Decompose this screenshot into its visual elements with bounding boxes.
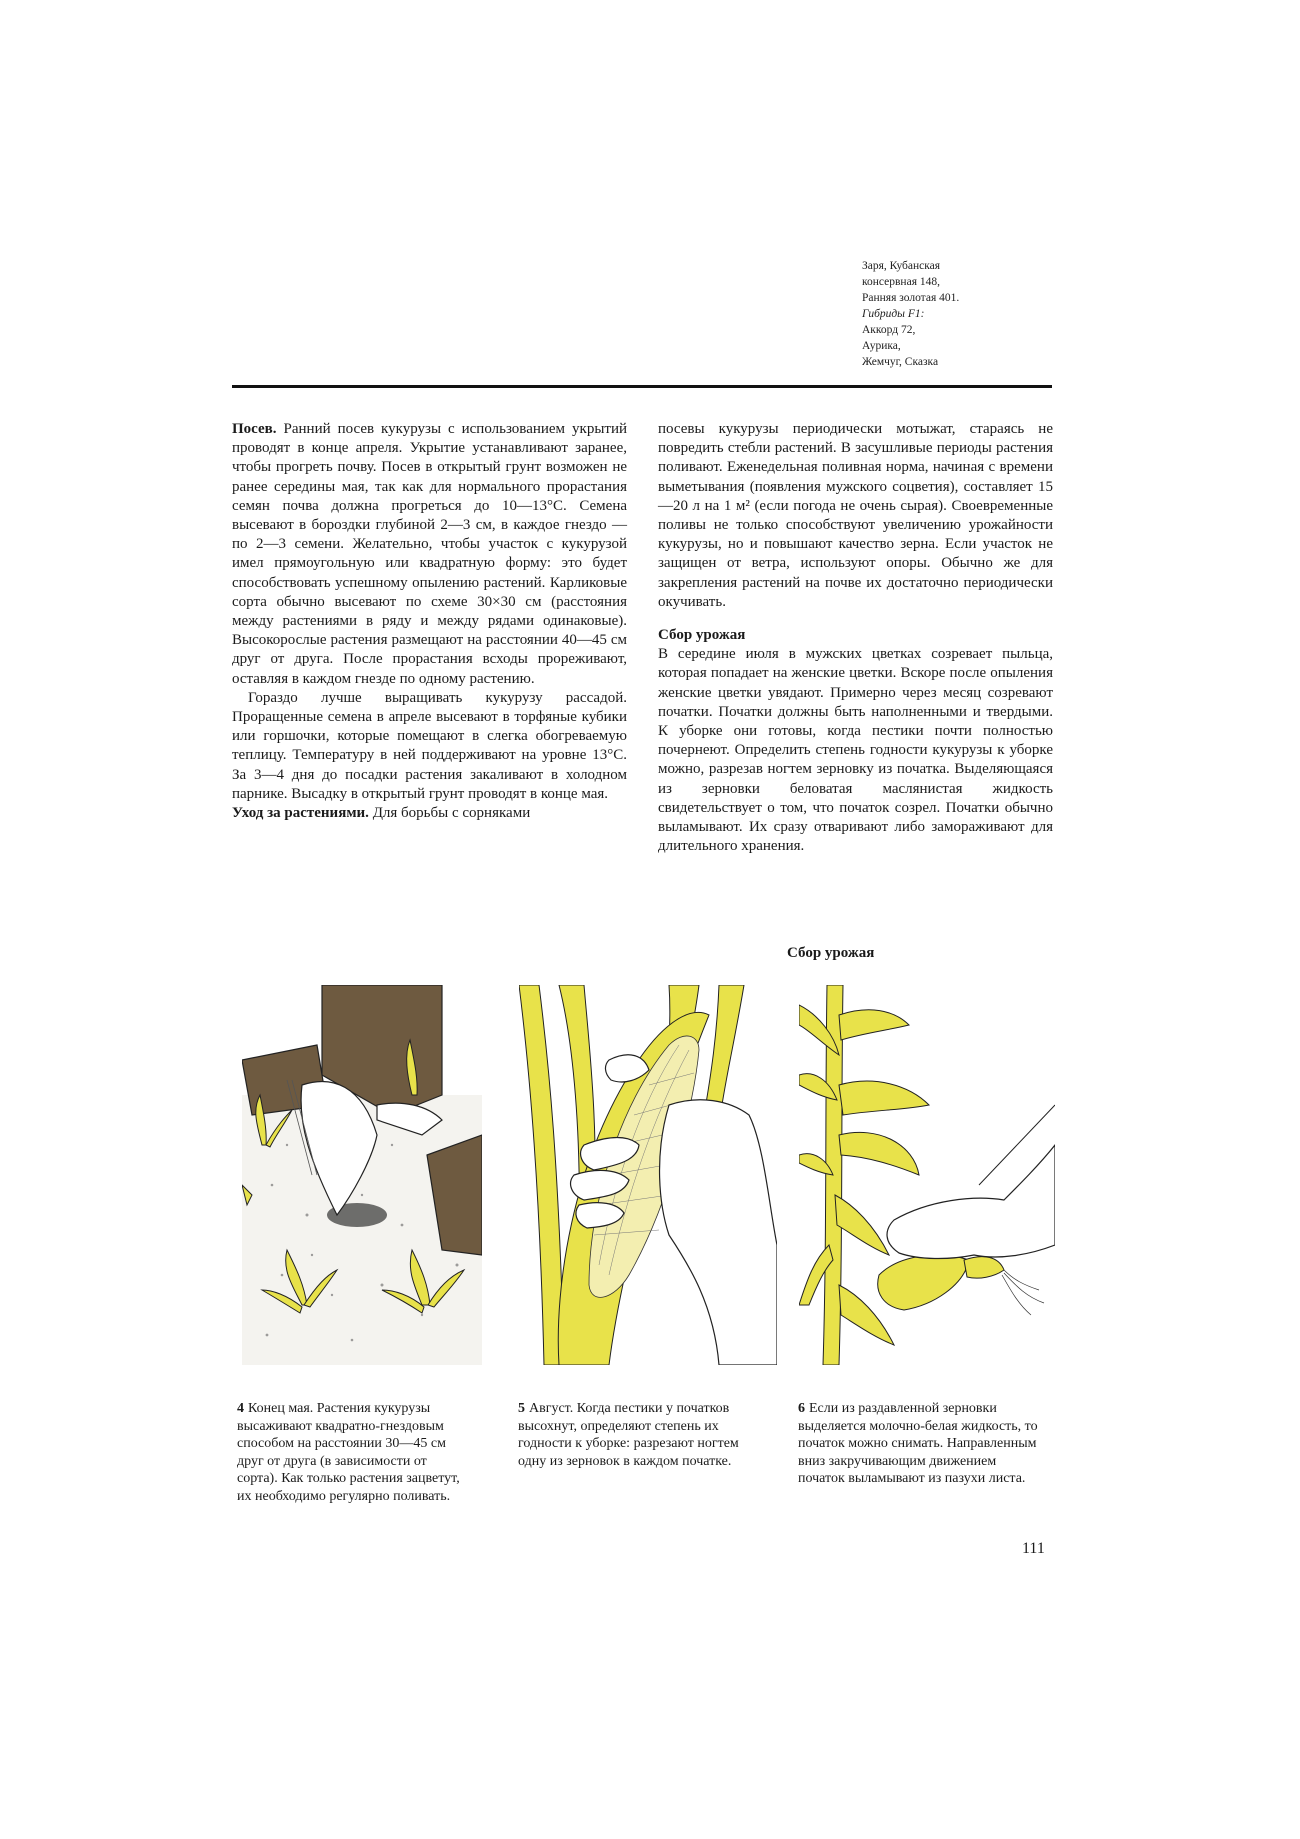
variety-line: консервная 148, [862, 276, 940, 288]
care-paragraph [232, 804, 627, 823]
caption-text: Если из раздавленной зерновки выделяется молочно-белая жидкость, то початок можно снимать. Направленным вниз закручивающим движением початок выламывают из пазухи листа. [798, 1401, 1038, 1486]
care-heading: Уход за растениями. [232, 805, 369, 822]
sowing-heading: Посев. [232, 421, 277, 437]
cob-harvest-illustration [799, 985, 1055, 1365]
variety-line: Аккорд 72, [862, 324, 916, 336]
sowing-paragraph [232, 420, 627, 689]
right-text-column [658, 420, 1053, 856]
harvest-paragraph: В середине июля в мужских цветках созревает пыльца, которая попадает на женские цветки. Вскоре после опыления женские цветки увядают. Примерно через месяц созревают початки. Початки должны быть наполненными и твердыми. К уборке они готовы, когда пестики почти полностью почернеют. Определить степень годности кукурузы к уборке можно, разрезав ногтем зерновку из початка. Выделяющаяся из зерновки беловатая маслянистая жидкость свидетельствует о том, что початок созрел. Початки обычно выламывают. Их сразу отваривают либо замораживают для длительного хранения. [658, 646, 1053, 855]
sowing-text: Ранний посев кукурузы с использованием укрытий проводят в конце апреля. Укрытие устанавливают заранее, чтобы прогреть почву. Посев в открытый грунт возможен не ранее середины мая, так как для нормального прорастания семян почва должна прогреться до 10—13°С. Семена высевают в бороздки глубиной 2—3 см, в каждое гнездо — по 2—3 семени. Желательно, чтобы участок с кукурузой имел прямоугольную или квадратную форму: это будет способствовать успешному опылению растений. Карликовые сорта обычно высевают по схеме 30×30 см (расстояния между растениями в ряду и между рядами одинаковые). Высокорослые растения размещают на расстоянии 40—45 см друг от друга. После прорастания всходы прореживают, оставляя в каждом гнезде по одному растению. [232, 421, 628, 687]
caption-6 [798, 1400, 1038, 1488]
variety-line: Аурика, [862, 340, 901, 352]
variety-line: Жемчуг, Сказка [862, 356, 939, 368]
figure-title: Сбор урожая [787, 945, 875, 961]
harvested-cob [878, 1255, 1004, 1310]
harvest-heading: Сбор урожая [658, 627, 746, 644]
silk-strands [1002, 1270, 1044, 1315]
horizontal-rule [232, 385, 1052, 388]
cob-testing-illustration [519, 985, 777, 1365]
caption-5 [518, 1400, 750, 1470]
variety-line: Ранняя золотая 401. [862, 292, 960, 304]
caption-4 [237, 1400, 465, 1505]
caption-number: 4 [237, 1401, 244, 1416]
varieties-list [862, 258, 1062, 370]
seedling-paragraph: Гораздо лучше выращивать кукурузу рассадой. Проращенные семена в апреле высевают в торфяные кубики или горшочки, которые помещают в слегка обогреваемую теплицу. Температуру в ней поддерживают на уровне 13°С. За 3—4 дня до посадки растения закаливают в холодном парнике. Высадку в открытый грунт проводят в конце мая. [232, 689, 627, 802]
left-text-column [232, 420, 627, 823]
care-text: Для борьбы с сорняками [372, 805, 531, 822]
caption-text: Конец мая. Растения кукурузы высаживают квадратно-гнездовым способом на расстоянии 30—45 см друг от друга (в зависимости от сорта). Как только растения зацветут, их необходимо регулярно поливать. [237, 1401, 460, 1504]
caption-number: 6 [798, 1401, 805, 1416]
variety-line: Гибриды F1: [862, 308, 925, 320]
care-continued-paragraph: посевы кукурузы периодически мотыжат, стараясь не повредить стебли растений. В засушливые периоды растения поливают. Еженедельная поливная норма, начиная с времени выметывания (появления мужского соцветия), составляет 15—20 л на 1 м² (если погода не очень сырая). Своевременные поливы не только способствуют увеличению урожайности кукурузы, но и повышают качество зерна. Если участок не защищен от ветра, используют опоры. Обычно же для закрепления растений на почве их достаточно периодически окучивать. [658, 421, 1053, 610]
planting-illustration [242, 985, 482, 1365]
page-number: 111 [1022, 1540, 1045, 1557]
caption-text: Август. Когда пестики у початков высохнут, определяют степень их годности к уборке: разрезают ногтем одну из зерновок в каждом початке. [518, 1401, 739, 1469]
variety-line: Заря, Кубанская [862, 260, 941, 272]
caption-number: 5 [518, 1401, 525, 1416]
